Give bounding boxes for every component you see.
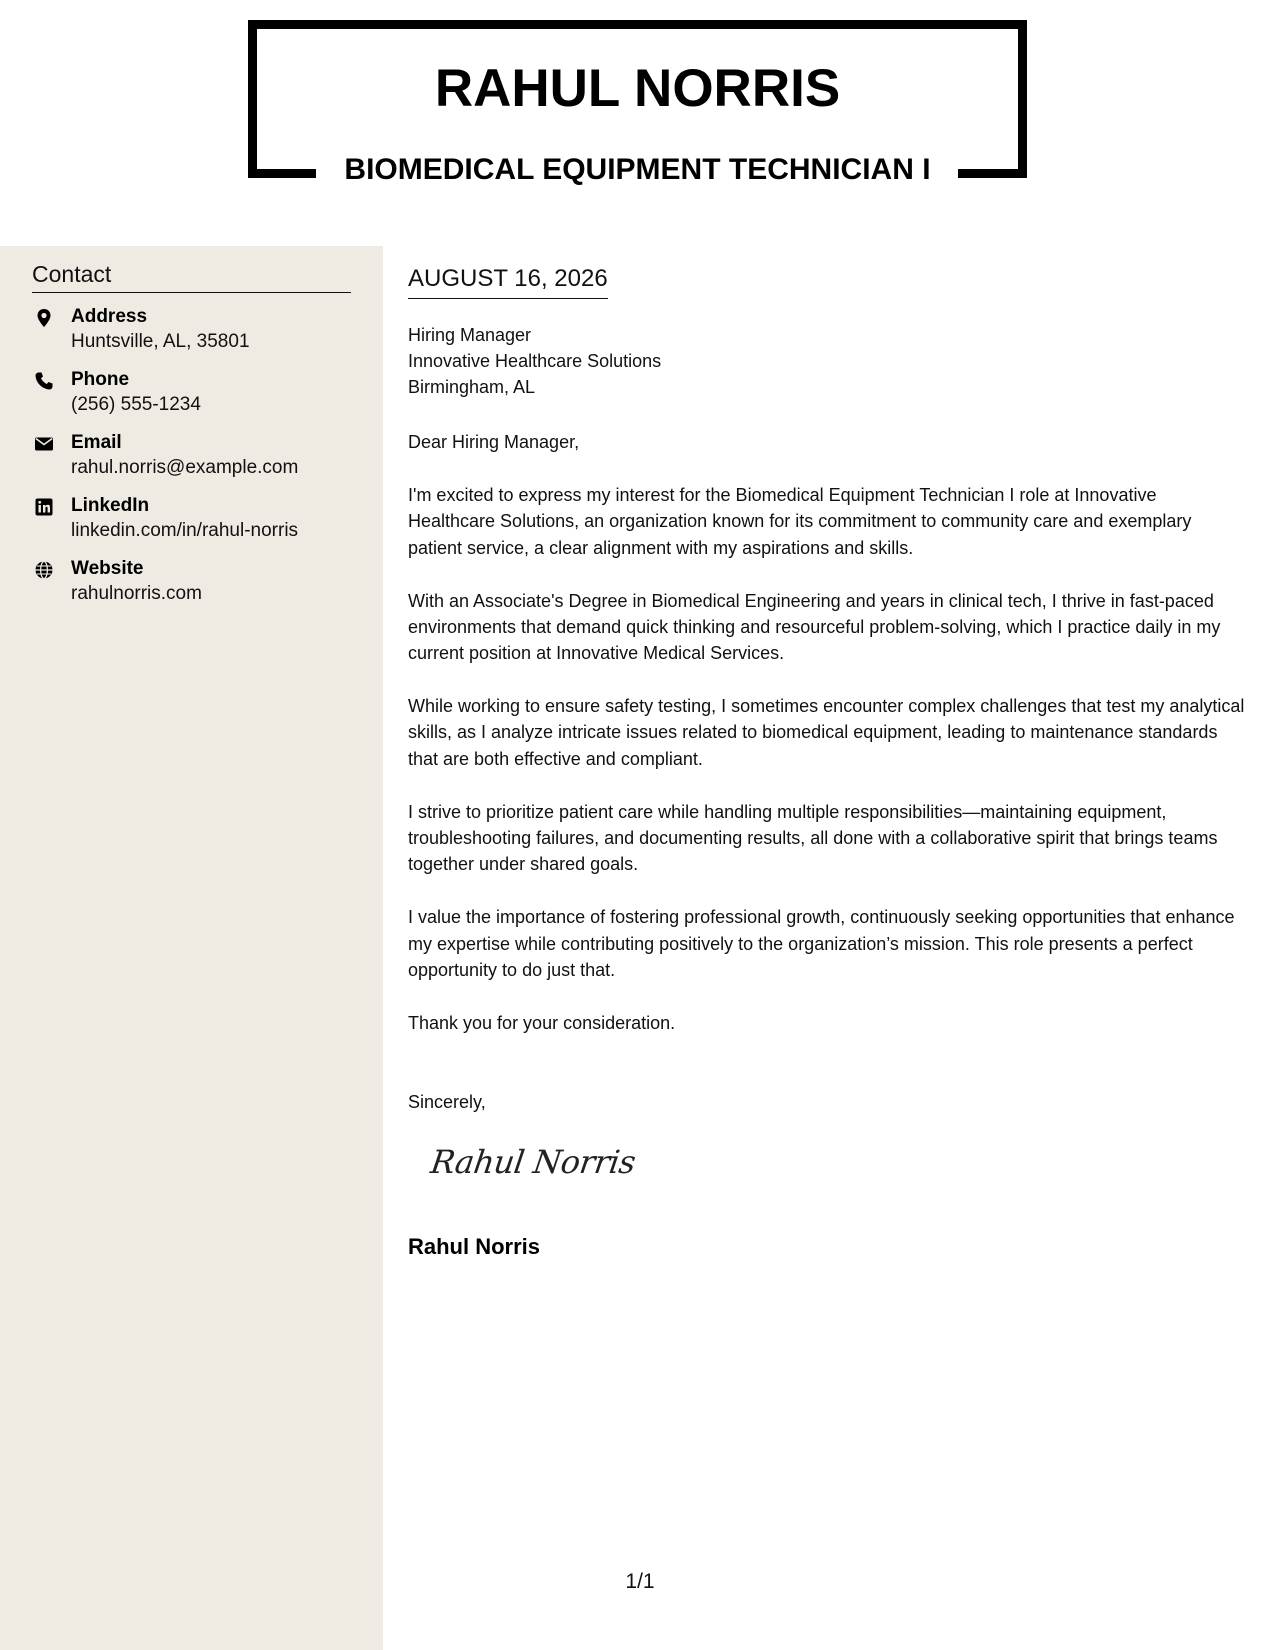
- globe-icon: [34, 560, 54, 580]
- phone-icon: [34, 371, 54, 391]
- closing: Sincerely,: [408, 1092, 486, 1112]
- location-pin-icon: [34, 308, 54, 328]
- contact-item-address: [32, 306, 362, 369]
- letter-header: [0, 0, 1275, 246]
- contact-item-website: [32, 558, 362, 621]
- contact-value-phone: (256) 555-1234: [71, 394, 201, 415]
- contact-value-address: Huntsville, AL, 35801: [71, 331, 250, 352]
- signer-name: Rahul Norris: [408, 1234, 541, 1259]
- letter-paragraph: I value the importance of fostering professional growth, continuously seeking opportunities that enhance my expertise while contributing positively to the organization’s mission. This role presents a perfect opportunity to do just that.: [408, 907, 1235, 980]
- contact-value-website: rahulnorris.com: [71, 583, 202, 604]
- applicant-name: RAHUL NORRIS: [434, 59, 841, 118]
- recipient-block: [408, 322, 661, 400]
- letter-paragraph: With an Associate's Degree in Biomedical Engineering and years in clinical tech, I thrive in fast-paced environments that demand quick thinking and resourceful problem-solving, which I practice daily in my current position at Innovative Medical Services.: [408, 590, 1221, 664]
- contact-value-linkedin: linkedin.com/in/rahul-norris: [71, 520, 299, 541]
- letter-paragraph: I strive to prioritize patient care while handling multiple responsibilities—maintaining equipment, troubleshooting failures, and documenting results, all done with a collaborative spirit that brings teams together under shared goals.: [408, 801, 1218, 875]
- salutation: Dear Hiring Manager,: [408, 432, 580, 452]
- envelope-icon: [34, 434, 54, 454]
- recipient-line: Hiring Manager: [408, 325, 532, 345]
- contact-value-email: rahul.norris@example.com: [71, 457, 299, 478]
- contact-item-email: [32, 432, 362, 495]
- contact-label-linkedin: LinkedIn: [71, 495, 150, 516]
- job-title: BIOMEDICAL EQUIPMENT TECHNICIAN I: [344, 153, 931, 186]
- recipient-line: Birmingham, AL: [408, 377, 536, 397]
- contact-item-phone: [32, 369, 362, 432]
- contact-label-address: Address: [71, 306, 148, 327]
- letter-paragraph: Thank you for your consideration.: [408, 1012, 676, 1033]
- header-frame-top: [248, 20, 1027, 29]
- contact-label-email: Email: [71, 432, 122, 453]
- page-number: 1/1: [625, 1570, 655, 1593]
- letter-paragraph: While working to ensure safety testing, I sometimes encounter complex challenges that test my analytical skills, as I analyze intricate issues related to biomedical equipment, leading to maintenance standards that are both effective and compliant.: [408, 696, 1245, 769]
- contact-sidebar: [0, 246, 383, 1650]
- contact-label-phone: Phone: [71, 369, 130, 390]
- letter-date: AUGUST 16, 2026: [408, 265, 608, 299]
- linkedin-icon: [34, 497, 54, 517]
- letter-paragraph: I'm excited to express my interest for the Biomedical Equipment Technician I role at Innovative Healthcare Solutions, an organization known for its commitment to community care and exemplary patient service, a clear alignment with my aspirations and skills.: [408, 485, 1192, 558]
- contact-list: [32, 306, 362, 621]
- contact-heading: Contact: [32, 261, 351, 293]
- handwritten-signature: Rahul Norris: [428, 1143, 638, 1181]
- contact-item-linkedin: [32, 495, 362, 558]
- contact-label-website: Website: [71, 558, 144, 579]
- recipient-line: Innovative Healthcare Solutions: [408, 351, 662, 371]
- letter-paragraphs: [408, 482, 1248, 1063]
